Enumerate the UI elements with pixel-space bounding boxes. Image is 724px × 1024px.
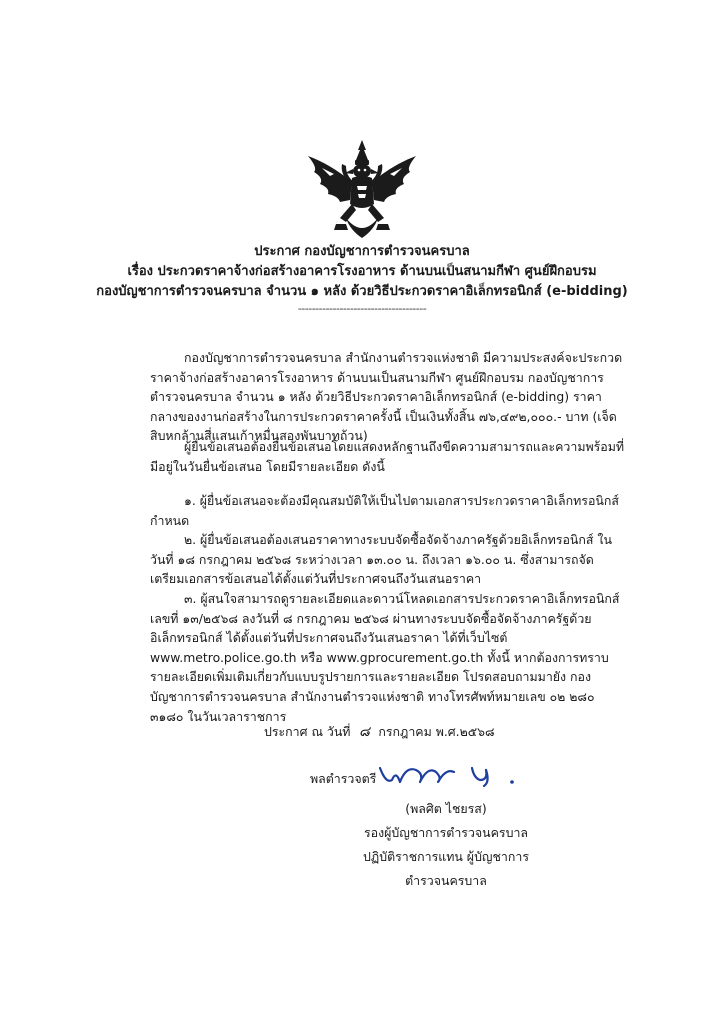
signer-block [336,797,556,893]
date-day: ๘ [359,724,370,740]
title-divider: ------------------------------------- [297,302,427,315]
handwritten-signature [376,758,526,794]
list-item: ๑. ผู้ยื่นข้อเสนอจะต้องมีคุณสมบัติให้เป็นไปตามเอกสารประกวดราคาอิเล็กทรอนิกส์กำหนด [150,493,619,528]
paragraph-intro: กองบัญชาการตำรวจนครบาล สำนักงานตำรวจแห่งชาติ มีความประสงค์จะประกวดราคาจ้างก่อสร้างอาคารโรงอาหาร ด้านบนเป็นสนามกีฬา ศูนย์ฝึกอบรม กองบัญชาการตำรวจนครบาล จำนวน ๑ หลัง ด้วยวิธีประกวดราคาอิเล็กทรอนิกส์ (e-bidding) ราคากลางของงานก่อสร้างในการประกวดราคาครั้งนี้ เป็นเงินทั้งสิ้น ๗๖,๔๙๒,๐๐๐.- บาท (เจ็ดสิบหกล้านสี่แสนเก้าหมื่นสองพันบาทถ้วน) [150,350,623,444]
announcement-title [60,242,664,316]
list-item: ๒. ผู้ยื่นข้อเสนอต้องเสนอราคาทางระบบจัดซื้อจัดจ้างภาครัฐด้วยอิเล็กทรอนิกส์ ในวันที่ ๑๘ กรกฎาคม ๒๕๖๘ ระหว่างเวลา ๑๓.๐๐ น. ถึงเวลา ๑๖.๐๐ น. ซึ่งสามารถจัดเตรียมเอกสารข้อเสนอได้ตั้งแต่วันที่ประกาศจนถึงวันเสนอราคา [150,532,612,587]
announcement-date [264,721,495,743]
signer-rank: พลตำรวจตรี [310,771,377,786]
title-line-subject: เรื่อง ประกวดราคาจ้างก่อสร้างอาคารโรงอาหาร ด้านบนเป็นสนามกีฬา ศูนย์ฝึกอบรม [127,264,597,279]
signer-name: (พลศิต ไชยรส) [405,801,487,816]
garuda-emblem-icon [300,138,424,244]
paragraph-requirements: ผู้ยื่นข้อเสนอต้องยื่นข้อเสนอโดยแสดงหลักฐานถึงขีดความสามารถและความพร้อมที่มีอยู่ในวันยื่นข้อเสนอ โดยมีรายละเอียด ดังนี้ [150,439,625,474]
signer-acting: ปฏิบัติราชการแทน ผู้บัญชาการตำรวจนครบาล [363,849,529,888]
signer-position: รองผู้บัญชาการตำรวจนครบาล [363,825,529,840]
requirements-list [150,491,626,726]
title-line-announcement: ประกาศ กองบัญชาการตำรวจนครบาล [254,244,470,259]
title-line-subject-continued: กองบัญชาการตำรวจนครบาล จำนวน ๑ หลัง ด้วยวิธีประกวดราคาอิเล็กทรอนิกส์ (e-bidding) [96,284,628,299]
list-item: ๓. ผู้สนใจสามารถดูรายละเอียดและดาวน์โหลดเอกสารประกวดราคาอิเล็กทรอนิกส์เลขที่ ๑๓/๒๕๖๘ ลงวันที่ ๘ กรกฎาคม ๒๕๖๘ ผ่านทางระบบจัดซื้อจัดจ้างภาครัฐด้วยอิเล็กทรอนิกส์ ได้ตั้งแต่วันที่ประกาศจนถึงวันเสนอราคา ได้ที่เว็บไซต์ www.metro.police.go.th หรือ www.gprocurement.go.th ทั้งนี้ หากต้องการทราบรายละเอียดเพิ่มเติมเกี่ยวกับแบบรูปรายการและรายละเอียด โปรดสอบถามมายัง กองบัญชาการตำรวจนครบาล สำนักงานตำรวจแห่งชาติ ทางโทรศัพท์หมายเลข ๐๒ ๒๘๐ ๓๑๘๐ ในวันเวลาราชการ [150,590,620,724]
date-month-year: กรกฎาคม พ.ศ.๒๕๖๘ [378,724,495,739]
date-prefix: ประกาศ ณ วันที่ [264,724,351,739]
